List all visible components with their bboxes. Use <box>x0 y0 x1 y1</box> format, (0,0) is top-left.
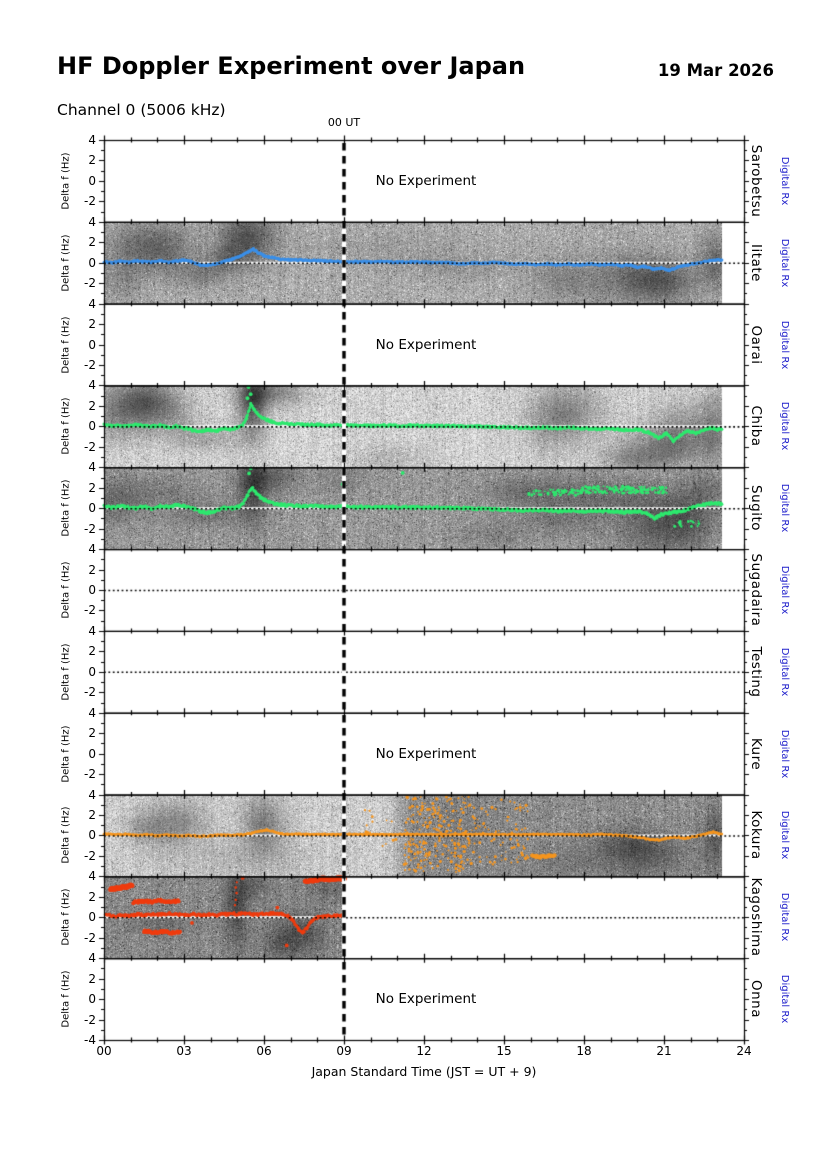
y-tick-label: -2 <box>84 439 96 454</box>
channel-subtitle: Channel 0 (5006 kHz) <box>57 101 226 119</box>
x-tick-label: 00 <box>96 1044 112 1058</box>
x-tick-label: 03 <box>176 1044 192 1058</box>
y-tick-label: -2 <box>84 276 96 291</box>
station-name-sugito: Sugito <box>748 485 764 532</box>
receiver-label: Digital Rx <box>779 156 790 206</box>
y-tick-label: 2 <box>88 153 96 168</box>
station-name-chiba: Chiba <box>748 405 764 447</box>
y-tick-label: 2 <box>88 971 96 986</box>
y-tick-label: -2 <box>84 767 96 782</box>
receiver-label: Digital Rx <box>779 238 790 287</box>
y-axis-label: Delta f (Hz) <box>60 315 72 374</box>
y-tick-label: 2 <box>88 562 96 577</box>
station-name-kokura: Kokura <box>748 810 764 861</box>
station-name-iitate: Iitate <box>748 243 764 282</box>
station-name-sarobetsu: Sarobetsu <box>748 144 764 218</box>
x-tick-label: 09 <box>336 1044 352 1058</box>
y-axis-label: Delta f (Hz) <box>60 479 72 537</box>
y-tick-label: 4 <box>88 951 96 966</box>
y-tick-label: -2 <box>84 194 96 209</box>
y-tick-label: 0 <box>88 828 96 843</box>
y-axis-label: Delta f (Hz) <box>60 397 72 455</box>
y-tick-label: 0 <box>88 419 96 434</box>
y-tick-label: 2 <box>88 726 96 741</box>
x-tick-label: 06 <box>256 1044 272 1058</box>
y-tick-label: -2 <box>84 685 96 700</box>
receiver-label: Digital Rx <box>779 811 790 860</box>
y-tick-label: 0 <box>88 255 96 270</box>
x-tick-label: 18 <box>576 1044 592 1058</box>
ut-midnight-label: 00 UT <box>327 116 361 129</box>
station-name-sugadaira: Sugadaira <box>748 553 764 627</box>
y-tick-label: 4 <box>88 542 96 557</box>
y-tick-label: 4 <box>88 133 96 147</box>
y-tick-label: 0 <box>88 337 96 352</box>
no-experiment-text: No Experiment <box>375 172 477 189</box>
no-experiment-text: No Experiment <box>375 745 477 762</box>
y-tick-label: 0 <box>88 583 96 597</box>
y-axis-label: Delta f (Hz) <box>60 725 72 783</box>
station-name-kure: Kure <box>748 737 764 770</box>
receiver-label: Digital Rx <box>779 320 790 369</box>
x-tick-label: 15 <box>496 1044 512 1058</box>
x-tick-label: 21 <box>656 1044 672 1058</box>
y-axis-label: Delta f (Hz) <box>60 152 72 210</box>
station-name-onna: Onna <box>748 980 764 1019</box>
y-tick-label: 2 <box>88 317 96 332</box>
receiver-label: Digital Rx <box>779 974 790 1024</box>
y-tick-label: -2 <box>84 1012 96 1027</box>
receiver-label: Digital Rx <box>779 893 790 942</box>
y-tick-label: 0 <box>88 910 96 925</box>
y-tick-label: 0 <box>88 746 96 761</box>
station-name-oarai: Oarai <box>748 325 764 365</box>
x-tick-label: 24 <box>736 1044 752 1058</box>
y-tick-label: -2 <box>84 521 96 536</box>
y-tick-label: 0 <box>88 501 96 516</box>
no-experiment-text: No Experiment <box>375 991 477 1008</box>
y-tick-label: 0 <box>88 664 96 679</box>
y-tick-label: -2 <box>84 358 96 372</box>
y-tick-label: -4 <box>84 1033 96 1047</box>
y-axis-label: Delta f (Hz) <box>60 561 72 619</box>
x-axis-title: Japan Standard Time (JST = UT + 9) <box>311 1064 537 1079</box>
receiver-label: Digital Rx <box>779 565 790 615</box>
y-tick-label: -2 <box>84 930 96 945</box>
receiver-label: Digital Rx <box>779 483 790 533</box>
y-tick-label: -2 <box>84 603 96 618</box>
y-tick-label: 4 <box>88 378 96 393</box>
y-axis-label: Delta f (Hz) <box>60 806 72 865</box>
y-tick-label: 2 <box>88 808 96 822</box>
station-name-kagoshima: Kagoshima <box>748 877 764 957</box>
y-tick-label: 2 <box>88 235 96 250</box>
y-axis-label: Delta f (Hz) <box>60 970 72 1028</box>
y-tick-label: 4 <box>88 869 96 884</box>
y-tick-label: -2 <box>84 848 96 863</box>
x-tick-label: 12 <box>416 1044 432 1058</box>
y-tick-label: 2 <box>88 398 96 413</box>
no-experiment-text: No Experiment <box>375 336 477 353</box>
receiver-label: Digital Rx <box>779 729 790 778</box>
y-tick-label: 4 <box>88 623 96 638</box>
y-axis-label: Delta f (Hz) <box>60 643 72 701</box>
y-tick-label: 4 <box>88 705 96 720</box>
y-tick-label: 2 <box>88 889 96 904</box>
y-tick-label: 2 <box>88 480 96 495</box>
y-tick-label: 4 <box>88 296 96 311</box>
receiver-label: Digital Rx <box>779 647 790 697</box>
y-axis-label: Delta f (Hz) <box>60 888 72 946</box>
station-name-testing: Testing <box>748 646 764 698</box>
y-tick-label: 0 <box>88 992 96 1007</box>
y-tick-label: 2 <box>88 644 96 659</box>
receiver-label: Digital Rx <box>779 402 790 451</box>
page-title: HF Doppler Experiment over Japan <box>57 52 526 80</box>
y-tick-label: 4 <box>88 460 96 475</box>
y-tick-label: 4 <box>88 214 96 229</box>
date-label: 19 Mar 2026 <box>657 61 774 80</box>
y-tick-label: 0 <box>88 173 96 188</box>
y-axis-label: Delta f (Hz) <box>60 234 72 292</box>
y-tick-label: 4 <box>88 787 96 802</box>
